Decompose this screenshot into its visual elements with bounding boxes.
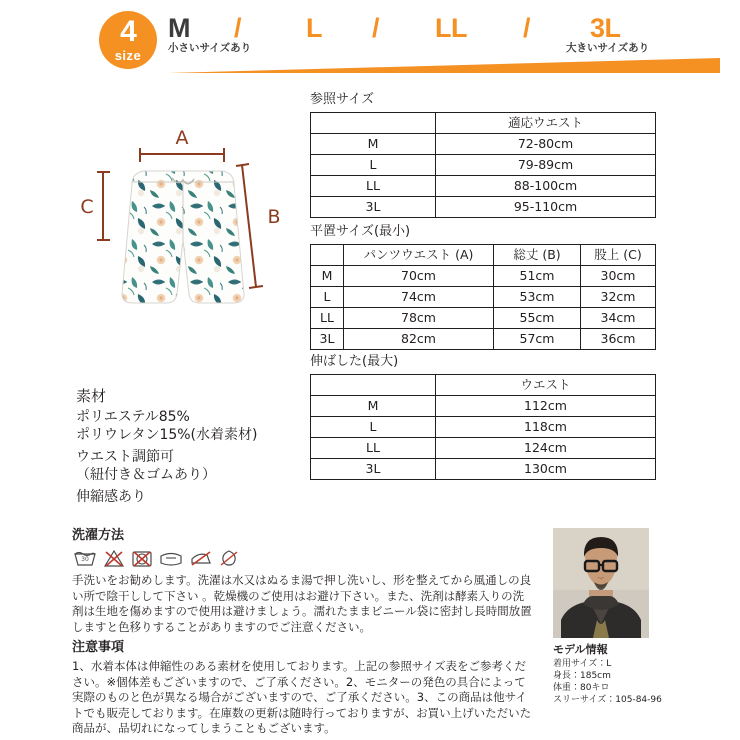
- table-header-row: [311, 375, 656, 396]
- flat-dry-icon: [158, 548, 184, 568]
- cell-value: 57cm: [494, 329, 581, 350]
- table-row: [311, 266, 656, 287]
- small-size-note: 小さいサイズあり: [168, 42, 252, 54]
- dimension-label-c: C: [80, 196, 94, 218]
- table-row: [311, 396, 656, 417]
- material-line-waist-adjust: ウエスト調節可: [76, 449, 174, 465]
- table-row: [311, 329, 656, 350]
- cell-value: 82cm: [344, 329, 494, 350]
- column-header-size: [311, 245, 344, 266]
- column-header-length: 総丈 (B): [494, 245, 581, 266]
- cell-value: 53cm: [494, 287, 581, 308]
- stretched-size-table: [310, 374, 656, 480]
- table-row: [311, 287, 656, 308]
- size-separator: /: [234, 13, 242, 43]
- flat-size-table: [310, 244, 656, 350]
- cell-size: L: [311, 417, 436, 438]
- care-symbol-row: [72, 548, 532, 568]
- no-dry-clean-icon: [218, 548, 240, 568]
- table-row: [311, 438, 656, 459]
- shorts-illustration: [122, 171, 244, 303]
- size-separator: /: [523, 13, 531, 43]
- material-section: [76, 386, 316, 506]
- table-row: [311, 197, 656, 218]
- size-gradient-wedge: [168, 56, 720, 74]
- cell-size: LL: [311, 308, 344, 329]
- column-header-size: [311, 375, 436, 396]
- cell-value: 79-89cm: [436, 155, 656, 176]
- model-photo: [553, 528, 649, 638]
- material-line-stretch: 伸縮感あり: [76, 489, 146, 505]
- cell-value: 130cm: [436, 459, 656, 480]
- size-count-caption: size: [114, 48, 142, 63]
- table-header-row: [311, 245, 656, 266]
- material-heading: 素材: [76, 387, 107, 405]
- size-banner: [0, 0, 740, 82]
- cell-size: M: [311, 396, 436, 417]
- svg-text:30: 30: [81, 556, 89, 563]
- cell-size: M: [311, 134, 436, 155]
- table-title: 伸ばした(最大): [310, 354, 399, 369]
- cell-size: L: [311, 287, 344, 308]
- dimension-label-a: A: [175, 127, 189, 149]
- notes-section: [72, 640, 532, 737]
- material-line-polyurethane: ポリウレタン15%(水着素材): [76, 427, 258, 443]
- cell-value: 88-100cm: [436, 176, 656, 197]
- product-measurement-figure: [72, 122, 302, 332]
- cell-size: LL: [311, 438, 436, 459]
- cell-size: LL: [311, 176, 436, 197]
- table-row: [311, 459, 656, 480]
- cell-value: 118cm: [436, 417, 656, 438]
- column-header-waist: パンツウエスト (A): [344, 245, 494, 266]
- model-info-heading: モデル情報: [553, 643, 608, 656]
- cell-size: L: [311, 155, 436, 176]
- washing-instructions-text: 手洗いをお勧めします。洗濯は水又はぬるま湯で押し洗いし、形を整えてから風通しの良い所で陰干しして下さい 。乾燥機のご使用はお避け下さい。また、洗剤は酵素入りの洗剤は生地を傷めますので使用は避けましょう。濡れたままビニール袋に密封し長時間放置しますと色移りすることがありますのでご注意ください。: [72, 573, 532, 634]
- dimension-marker-a: [140, 148, 224, 162]
- cell-value: 51cm: [494, 266, 581, 287]
- cell-value: 70cm: [344, 266, 494, 287]
- size-count-badge: [99, 11, 157, 69]
- column-header-waist: ウエスト: [436, 375, 656, 396]
- no-tumble-dry-icon: [130, 548, 154, 568]
- washing-heading: 洗濯方法: [72, 528, 125, 543]
- material-line-polyester: ポリエステル85%: [76, 409, 190, 425]
- cell-value: 34cm: [581, 308, 656, 329]
- column-header-size: [311, 113, 436, 134]
- cell-value: 95-110cm: [436, 197, 656, 218]
- cell-size: 3L: [311, 197, 436, 218]
- column-header-waist: 適応ウエスト: [436, 113, 656, 134]
- model-height: 身長：185cm: [553, 671, 611, 681]
- cell-value: 124cm: [436, 438, 656, 459]
- size-option-ll: LL: [435, 13, 467, 43]
- size-count-number: 4: [120, 15, 136, 48]
- model-weight: 体重：80キロ: [553, 683, 610, 693]
- table-row: [311, 155, 656, 176]
- table-row: [311, 134, 656, 155]
- reference-size-table-block: [310, 92, 656, 218]
- cell-value: 78cm: [344, 308, 494, 329]
- large-size-note: 大きいサイズあり: [566, 42, 650, 54]
- cell-value: 74cm: [344, 287, 494, 308]
- notes-heading: 注意事項: [72, 640, 125, 655]
- table-row: [311, 308, 656, 329]
- dimension-label-b: B: [267, 206, 281, 228]
- column-header-rise: 股上 (C): [581, 245, 656, 266]
- cell-value: 55cm: [494, 308, 581, 329]
- notes-text: 1、水着本体は伸縮性のある素材を使用しております。上記の参照サイズ表をご参考ください。※個体差もございますので、ご了承ください。2、モニターの発色の具合によって実際のものと色が異なる場合がございますので、ご了承ください。3、この商品は他サイトでも販売しております。在庫数の更新は随時行っておりますが、お買い上げいただいた商品が、品切れになってしまうこともございます。: [72, 659, 532, 735]
- no-bleach-icon: [102, 548, 126, 568]
- size-separator: /: [372, 13, 380, 43]
- cell-value: 36cm: [581, 329, 656, 350]
- flat-size-table-block: [310, 224, 656, 350]
- hand-wash-30-icon: [72, 548, 98, 568]
- table-title: 平置サイズ(最小): [310, 224, 411, 239]
- washing-section: [72, 528, 532, 635]
- model-measurements: スリーサイズ：105-84-96: [553, 695, 662, 705]
- table-row: [311, 176, 656, 197]
- cell-value: 32cm: [581, 287, 656, 308]
- table-header-row: [311, 113, 656, 134]
- size-option-l: L: [306, 13, 322, 43]
- size-option-3l: 3L: [590, 13, 621, 43]
- stretched-size-table-block: [310, 354, 656, 480]
- no-iron-icon: [188, 548, 214, 568]
- model-info-panel: [553, 528, 662, 706]
- reference-size-table: [310, 112, 656, 218]
- cell-size: 3L: [311, 459, 436, 480]
- cell-value: 72-80cm: [436, 134, 656, 155]
- cell-value: 112cm: [436, 396, 656, 417]
- table-title: 参照サイズ: [310, 92, 374, 107]
- dimension-marker-c: [97, 172, 110, 240]
- table-row: [311, 417, 656, 438]
- size-option-m: M: [168, 13, 190, 43]
- cell-size: M: [311, 266, 344, 287]
- cell-value: 30cm: [581, 266, 656, 287]
- cell-size: 3L: [311, 329, 344, 350]
- model-wear-size: 着用サイズ：L: [553, 659, 612, 669]
- material-line-drawstring: （紐付き＆ゴムあり）: [76, 467, 216, 483]
